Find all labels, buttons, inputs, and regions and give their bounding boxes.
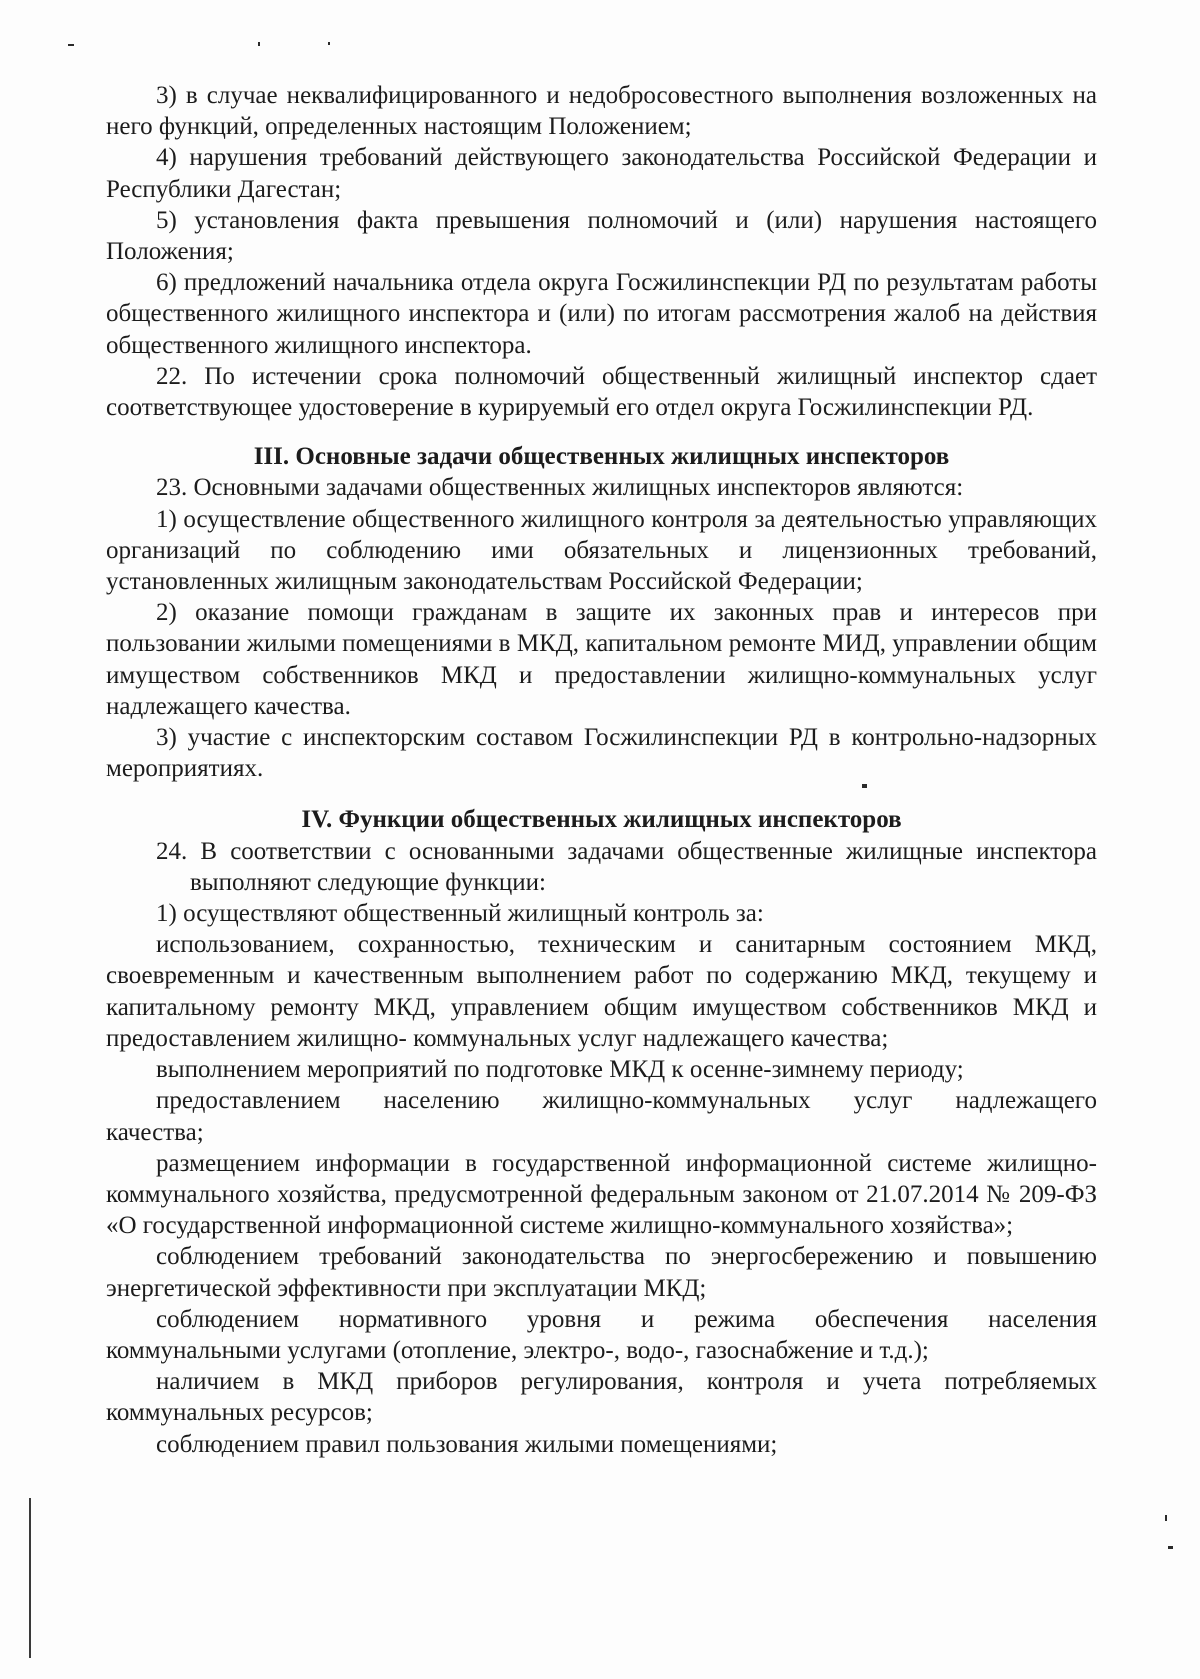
task-item-1: 1) осуществление общественного жилищного контроля за деятельностью управляющих организаций по соблюдению ими обязательных и лицензионных требований, установленных жилищным законодательствам Российской Федерации; xyxy=(106,505,1097,596)
scan-speck xyxy=(1165,1515,1167,1521)
scan-speck xyxy=(68,44,74,46)
word: и xyxy=(640,1305,655,1333)
control-area-6 xyxy=(106,1304,1097,1366)
word: населению xyxy=(383,1087,500,1115)
paragraph-23-intro: 23. Основными задачами общественных жилищных инспекторов являются: xyxy=(156,474,964,502)
word: нормативного xyxy=(338,1305,488,1333)
paragraph-21-5: 5) установления факта превышения полномочий и (или) нарушения настоящего Положения; xyxy=(106,206,1097,266)
control-area-5: соблюдением требований законодательства по энергосбережению и повышению энергетической эффективности при эксплуатации МКД; xyxy=(106,1243,1097,1302)
word: обеспечения xyxy=(814,1305,949,1333)
word: предоставлением xyxy=(156,1087,341,1115)
section-3-heading: III. Основные задачи общественных жилищных инспекторов xyxy=(253,443,950,471)
paragraph-21-4: 4) нарушения требований действующего законодательства Российской Федерации и Республики Дагестан; xyxy=(106,144,1097,203)
control-area-6-line-2: коммунальными услугами (отопление, электро-, водо-, газоснабжение и т.д.); xyxy=(106,1336,929,1364)
scan-speck xyxy=(328,42,330,45)
scan-speck xyxy=(1168,1546,1173,1549)
scan-speck xyxy=(258,42,260,46)
function-item-1: 1) осуществляют общественный жилищный контроль за: xyxy=(156,900,764,928)
task-item-2: 2) оказание помощи гражданам в защите их законных прав и интересов при пользовании жилыми помещениями в МКД, капитальном ремонте МИД, управлении общим имуществом собственников МКД и предоставлении жилищно-коммунальных услуг надлежащего качества. xyxy=(106,599,1097,720)
paragraph-21-6: 6) предложений начальника отдела округа Госжилинспекции РД по результатам работы общественного жилищного инспектора и (или) по итогам рассмотрения жалоб на действия общественного жилищного инспектора. xyxy=(106,269,1097,359)
task-item-3: 3) участие с инспекторским составом Госжилинспекции РД в контрольно-надзорных мероприятиях. xyxy=(106,724,1097,783)
control-area-7: наличием в МКД приборов регулирования, контроля и учета потребляемых коммунальных ресурсов; xyxy=(106,1368,1097,1427)
word: уровня xyxy=(526,1305,602,1333)
word: надлежащего xyxy=(955,1087,1097,1115)
control-area-6-line-1 xyxy=(106,1304,1097,1335)
control-area-3-line-1 xyxy=(106,1085,1097,1116)
word: соблюдением xyxy=(156,1305,300,1333)
control-area-4: размещением информации в государственной информационной системе жилищно-коммунального хозяйства, предусмотренной федеральным законом от 21.07.2014 № 209-ФЗ «О государственной информационной системе жилищно-коммунального хозяйства»; xyxy=(106,1149,1097,1240)
document-body xyxy=(106,80,1097,1460)
control-area-1: использованием, сохранностью, техническим и санитарным состоянием МКД, своевременным и качественным выполнением работ по содержанию МКД, текущему и капитальному ремонту МКД, управлением общим имуществом собственников МКД и предоставлением жилищно- коммунальных услуг надлежащего качества; xyxy=(106,931,1097,1052)
word: жилищно-коммунальных xyxy=(542,1087,811,1115)
control-area-2: выполнением мероприятий по подготовке МКД к осенне-зимнему периоду; xyxy=(156,1056,964,1084)
paragraph-21-3: 3) в случае неквалифицированного и недобросовестного выполнения возложенных на него функций, определенных настоящим Положением; xyxy=(106,82,1097,141)
word: услуг xyxy=(853,1087,913,1115)
paragraph-24-intro: 24. В соответствии с основанными задачами общественные жилищные инспектора выполняют следующие функции: xyxy=(156,837,1097,896)
word: населения xyxy=(988,1305,1097,1333)
scan-edge-line xyxy=(29,1498,31,1658)
control-area-8: соблюдением правил пользования жилыми помещениями; xyxy=(156,1430,778,1458)
word: режима xyxy=(694,1305,776,1333)
control-area-3-line-2: качества; xyxy=(106,1118,204,1146)
paragraph-22: 22. По истечении срока полномочий общественный жилищный инспектор сдает соответствующее удостоверение в курируемый его отдел округа Госжилинспекции РД. xyxy=(106,362,1097,422)
control-area-3 xyxy=(106,1085,1097,1147)
section-4-heading: IV. Функции общественных жилищных инспекторов xyxy=(301,806,902,834)
